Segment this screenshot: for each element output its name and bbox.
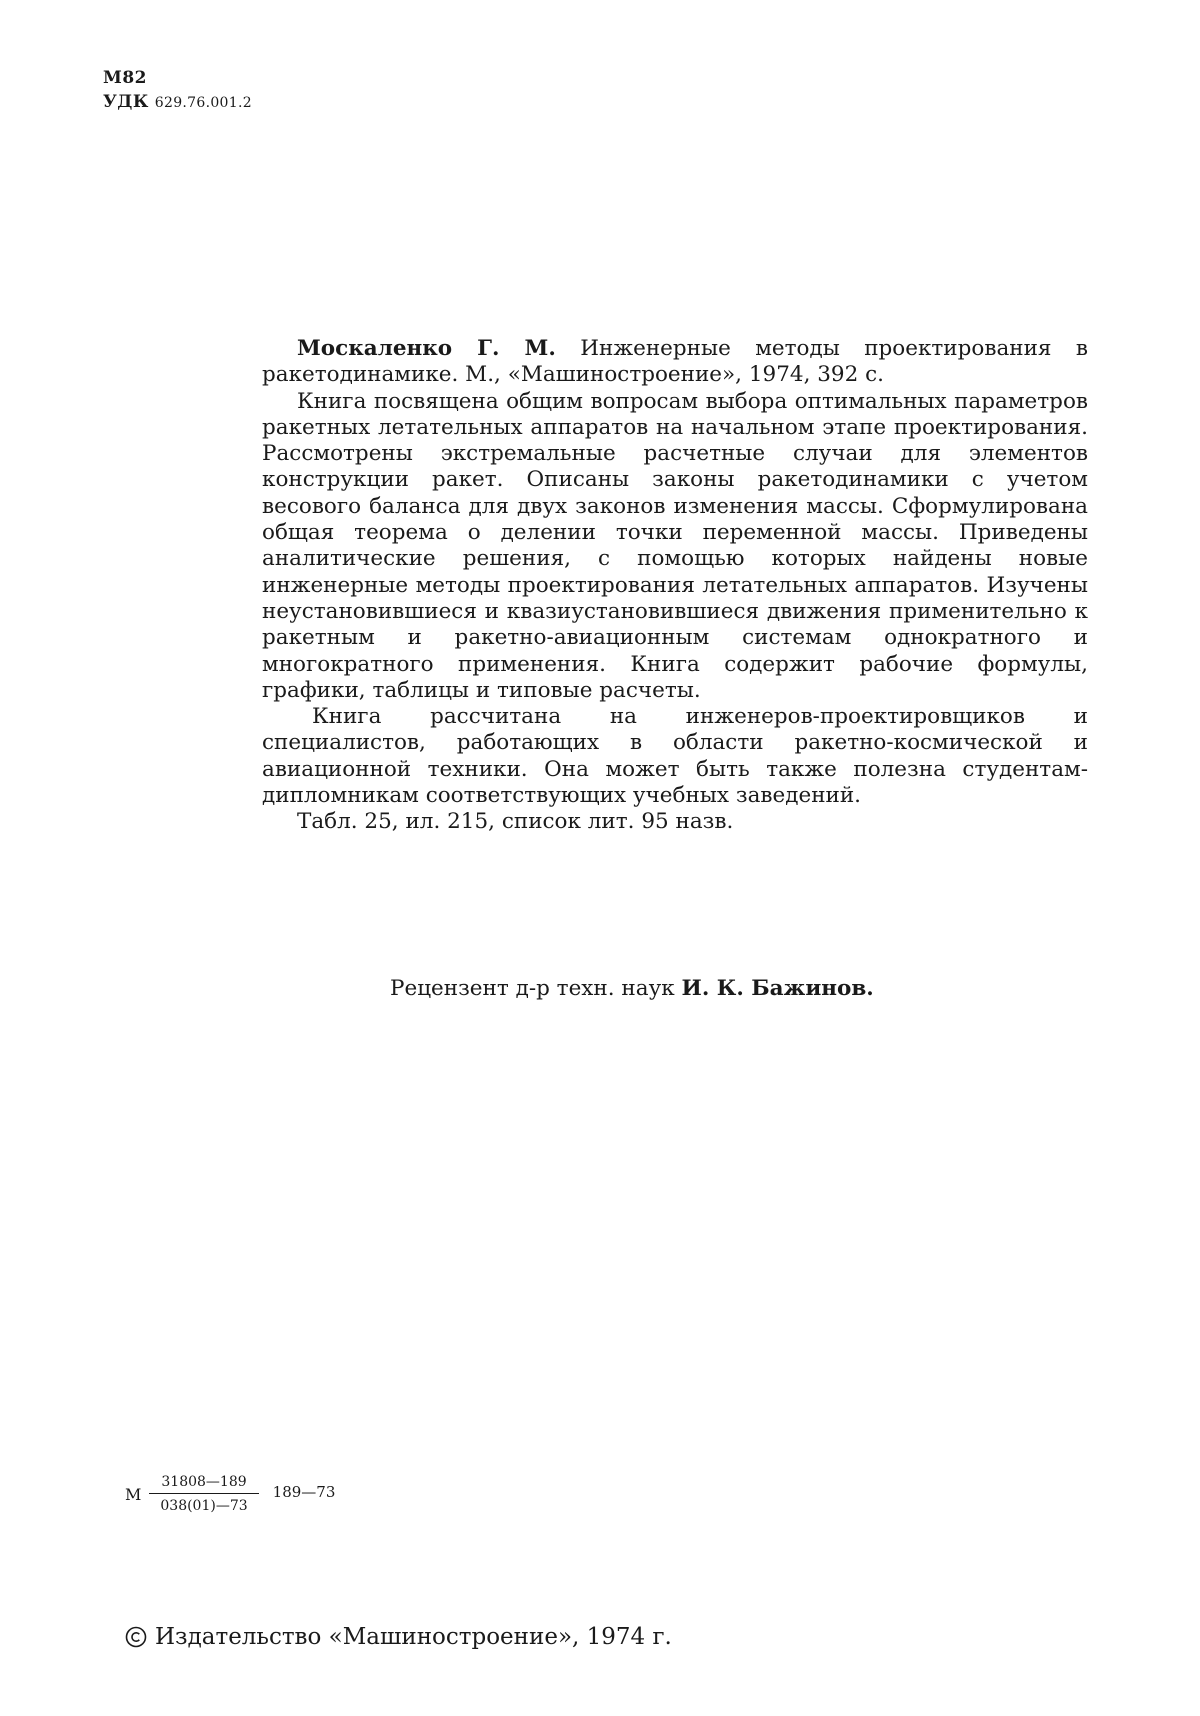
classification-code — [125, 1473, 335, 1515]
fraction-numerator: 31808—189 — [149, 1473, 258, 1494]
classification-letter: М — [125, 1484, 142, 1504]
copyright-text: Издательство «Машиностроение», 1974 г. — [155, 1624, 672, 1650]
fraction-denominator: 038(01)—73 — [160, 1498, 248, 1514]
copyright-line — [125, 1624, 672, 1650]
annotation — [262, 336, 1088, 836]
reviewer-line — [390, 976, 874, 1001]
copyright-icon — [125, 1626, 147, 1648]
summary-paragraph: Книга посвящена общим вопросам выбора оптимальных параметров ракетных летательных аппаратов на начальном этапе проектирования. Рассмотрены экстремальные расчетные случаи для элементов конструкции ракет. Описаны законы ракетодинамики с учетом весового баланса для двух законов изменения массы. Сформулирована общая теорема о делении точки переменной массы. Приведены аналитические решения, с помощью которых найдены новые инженерные методы проектирования летательных аппаратов. Изучены неустановившиеся и квазиустановившиеся движения применительно к ракетным и ракетно-авиационным системам однократного и многократного применения. Книга содержит рабочие формулы, графики, таблицы и типовые расчеты. — [262, 388, 1088, 703]
author-name: Москаленко Г. М. — [297, 336, 556, 361]
bibliographic-citation — [262, 336, 1088, 389]
audience-paragraph: Книга рассчитана на инженеров-проектировщиков и специалистов, работающих в области ракетно-космической и авиационной техники. Она может быть также полезна студентам-дипломникам соответствующих учебных заведений. — [262, 704, 1088, 809]
citation-text: Инженерные методы проектирования в ракетодинамике. М., «Машиностроение», 1974, 392 с. — [262, 336, 1088, 388]
classification-suffix: 189—73 — [272, 1483, 336, 1501]
stats-line: Табл. 25, ил. 215, список лит. 95 назв. — [297, 809, 734, 835]
reviewer-name: И. К. Бажинов. — [681, 976, 874, 1001]
udk-label: УДК — [103, 92, 149, 112]
bbk-code: М82 — [103, 68, 147, 88]
udk-line — [103, 90, 252, 115]
udk-value: 629.76.001.2 — [154, 95, 252, 111]
catalog-codes — [103, 66, 252, 115]
classification-fraction — [149, 1473, 258, 1515]
reviewer-label: Рецензент д-р техн. наук — [390, 976, 675, 1001]
